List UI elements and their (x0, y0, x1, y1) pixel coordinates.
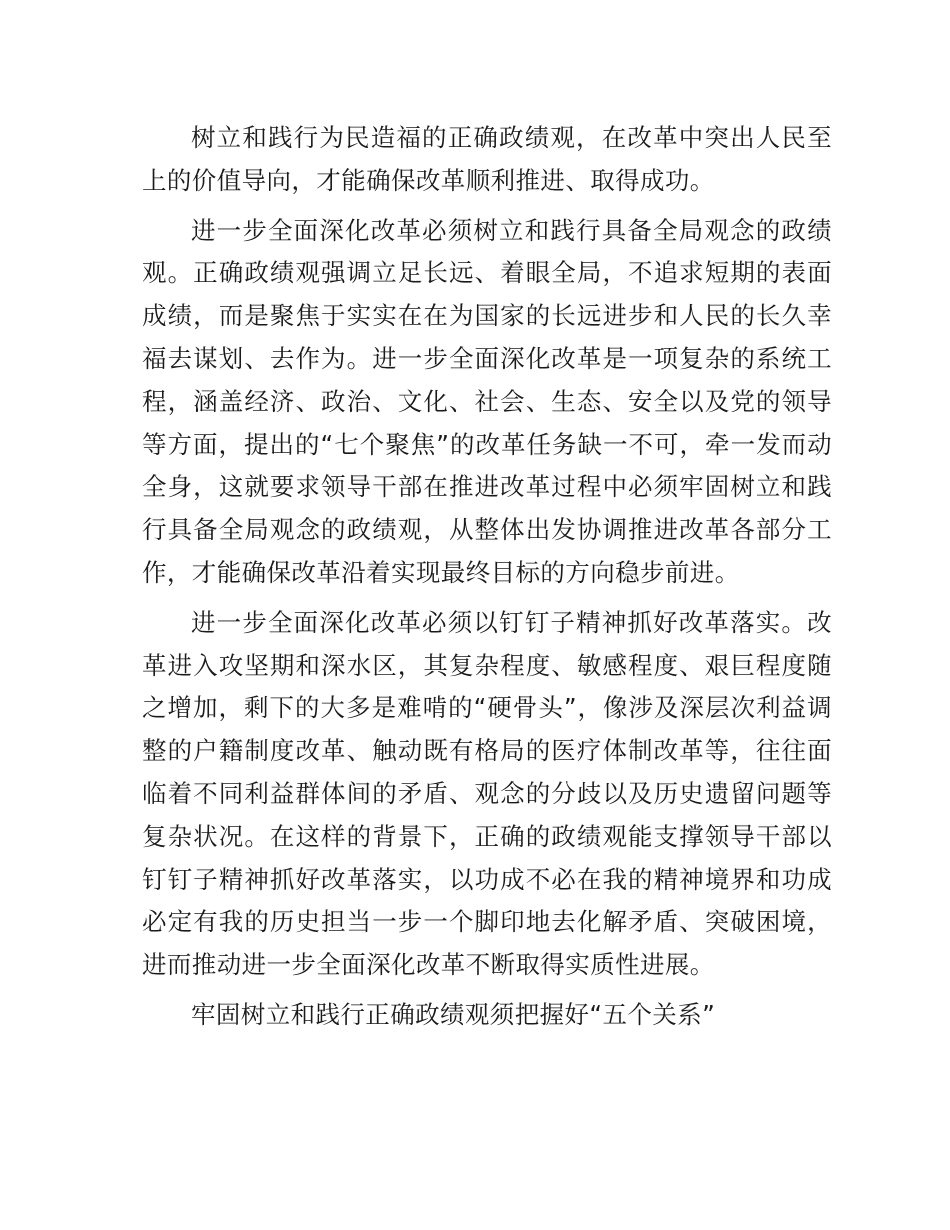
document-body (142, 117, 832, 1044)
paragraph-2: 进一步全面深化改革必须树立和践行具备全局观念的政绩观。正确政绩观强调立足长远、着眼全局，不追求短期的表面成绩，而是聚焦于实实在在为国家的长远进步和人民的长久幸福去谋划、去作为。进一步全面深化改革是一项复杂的系统工程，涵盖经济、政治、文化、社会、生态、安全以及党的领导等方面，提出的“七个聚焦”的改革任务缺一不可，牵一发而动全身，这就要求领导干部在推进改革过程中必须牢固树立和践行具备全局观念的政绩观，从整体出发协调推进改革各部分工作，才能确保改革沿着实现最终目标的方向稳步前进。 (142, 215, 832, 587)
paragraph-1: 树立和践行为民造福的正确政绩观，在改革中突出人民至上的价值导向，才能确保改革顺利推进、取得成功。 (142, 123, 832, 195)
section-heading: 牢固树立和践行正确政绩观须把握好“五个关系” (191, 999, 716, 1029)
paragraph-3: 进一步全面深化改革必须以钉钉子精神抓好改革落实。改革进入攻坚期和深水区，其复杂程度、敏感程度、艰巨程度随之增加，剩下的大多是难啃的“硬骨头”，像涉及深层次利益调整的户籍制度改革、触动既有格局的医疗体制改革等，往往面临着不同利益群体间的矛盾、观念的分歧以及历史遗留问题等复杂状况。在这样的背景下，正确的政绩观能支撑领导干部以钉钉子精神抓好改革落实，以功成不必在我的精神境界和功成必定有我的历史担当一步一个脚印地去化解矛盾、突破困境，进而推动进一步全面深化改革不断取得实质性进展。 (142, 607, 832, 980)
